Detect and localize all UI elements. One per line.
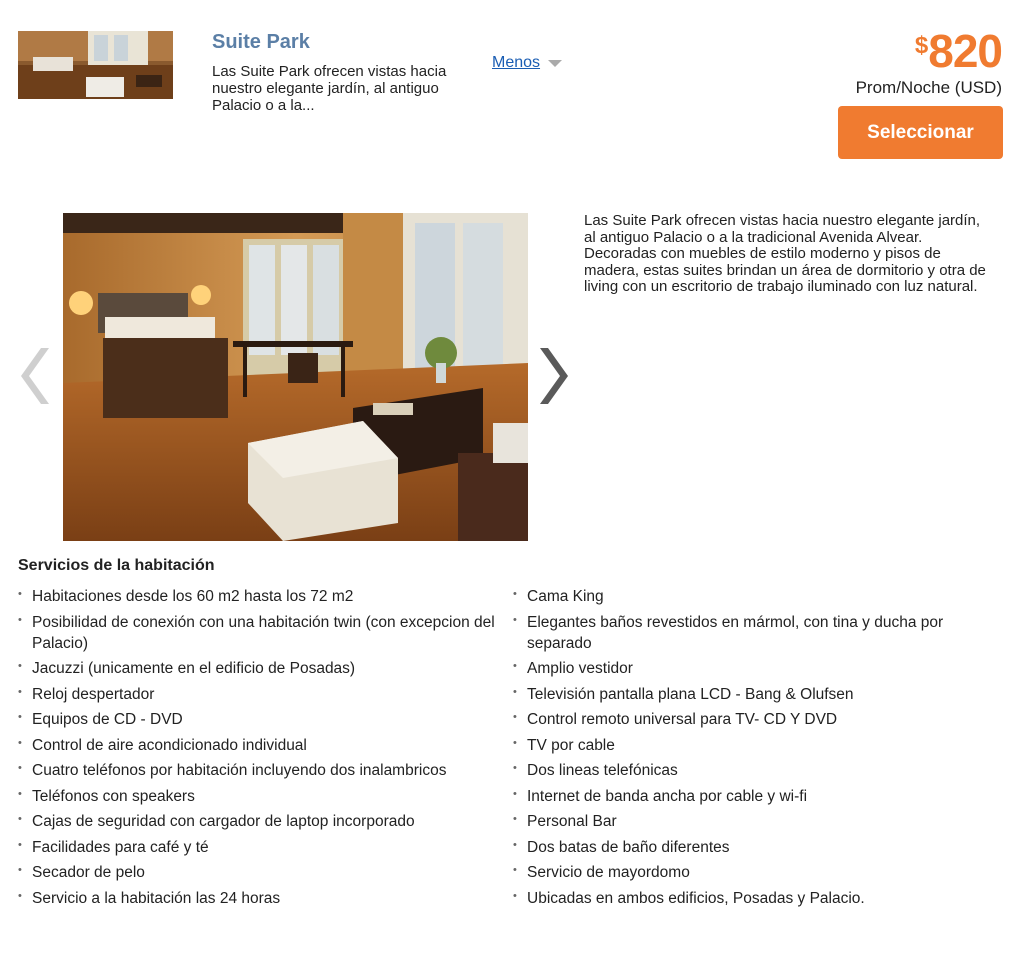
service-item: • Equipos de CD - DVD (18, 709, 508, 730)
select-button[interactable]: Seleccionar (838, 106, 1003, 159)
service-item: • Jacuzzi (unicamente en el edificio de Posadas) (18, 658, 508, 679)
price-currency: $ (914, 32, 929, 59)
chevron-left-icon[interactable] (19, 344, 55, 408)
service-item: • Amplio vestidor (513, 658, 993, 679)
service-item: • Internet de banda ancha por cable y wi-fi (513, 786, 993, 807)
price-amount: 820 (928, 25, 1002, 77)
room-excerpt: Las Suite Park ofrecen vistas hacia nuestro elegante jardín, al antiguo Palacio o a la... (212, 63, 447, 114)
price-unit: Prom/Noche (USD) (855, 78, 1002, 97)
service-item: • Posibilidad de conexión con una habitación twin (con excepcion del Palacio) (18, 612, 508, 654)
toggle-details-link[interactable]: Menos (492, 54, 541, 71)
room-thumbnail[interactable] (18, 31, 173, 99)
service-item: • Reloj despertador (18, 684, 508, 705)
room-title[interactable]: Suite Park (212, 31, 310, 53)
room-photo (63, 213, 528, 541)
services-list-left (18, 586, 508, 913)
service-item: • Teléfonos con speakers (18, 786, 508, 807)
chevron-right-icon[interactable] (534, 344, 570, 408)
service-item: • Ubicadas en ambos edificios, Posadas y Palacio. (513, 888, 993, 909)
service-item: • Elegantes baños revestidos en mármol, con tina y ducha por separado (513, 612, 993, 654)
service-item: • Dos batas de baño diferentes (513, 837, 993, 858)
service-item: • Facilidades para café y té (18, 837, 508, 858)
caret-down-icon[interactable] (548, 60, 562, 67)
service-item: • Control remoto universal para TV- CD Y DVD (513, 709, 993, 730)
service-item: • Dos lineas telefónicas (513, 760, 993, 781)
service-item: • Personal Bar (513, 811, 993, 832)
service-item: • Televisión pantalla plana LCD - Bang & Olufsen (513, 684, 993, 705)
price (914, 25, 1002, 77)
service-item: • Habitaciones desde los 60 m2 hasta los 72 m2 (18, 586, 508, 607)
service-item: • Secador de pelo (18, 862, 508, 883)
service-item: • TV por cable (513, 735, 993, 756)
service-item: • Servicio de mayordomo (513, 862, 993, 883)
services-list-right (513, 586, 993, 913)
service-item: • Control de aire acondicionado individual (18, 735, 508, 756)
service-item: • Cuatro teléfonos por habitación incluyendo dos inalambricos (18, 760, 508, 781)
room-description: Las Suite Park ofrecen vistas hacia nuestro elegante jardín, al antiguo Palacio o a la tradicional Avenida Alvear. Decoradas con muebles de estilo moderno y pisos de madera, estas suites brindan un área de dormitorio y otra de living con un escritorio de trabajo iluminado con luz natural. (584, 212, 986, 295)
services-title: Servicios de la habitación (18, 557, 215, 574)
service-item: • Servicio a la habitación las 24 horas (18, 888, 508, 909)
service-item: • Cama King (513, 586, 993, 607)
service-item: • Cajas de seguridad con cargador de laptop incorporado (18, 811, 508, 832)
